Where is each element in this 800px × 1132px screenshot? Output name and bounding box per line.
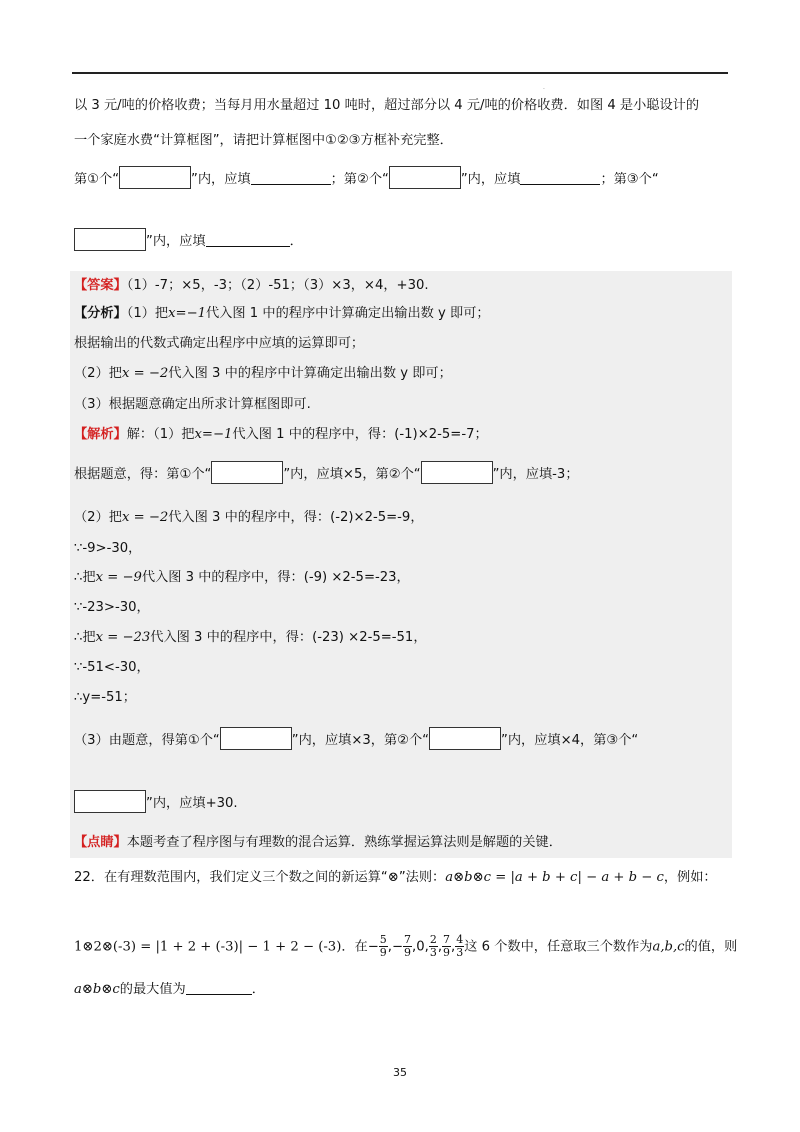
solution-line-5: ∴把x = −9代入图 3 中的程序中，得：(-9) ×2-5=-23， xyxy=(74,570,410,585)
solution-line-9: ∴y=-51； xyxy=(74,690,136,705)
comment-line: 【点睛】本题考查了程序图与有理数的混合运算．熟练掌握运算法则是解题的关键． xyxy=(74,835,562,850)
answer-box-2 xyxy=(389,166,461,189)
fill-blank-2 xyxy=(520,170,600,185)
solution-line-10: （3）由题意，得第①个“ ”内，应填×3，第②个“ ”内，应填×4，第③个“ xyxy=(74,727,638,751)
page-number: 35 xyxy=(393,1066,407,1079)
q22-line-1: 22．在有理数范围内，我们定义三个数之间的新运算“⊗”法则：a⊗b⊗c = |a + b + c| − a + b − c，例如： xyxy=(74,870,717,885)
fill-blank-3 xyxy=(206,232,290,247)
solution-line-11: ”内，应填+30. xyxy=(74,790,238,814)
q22-line-3: a⊗b⊗c的最大值为 ． xyxy=(74,982,265,997)
fraction-5: $\frac{4}{3}$ xyxy=(456,933,464,959)
header-dot: . xyxy=(543,84,545,91)
solution-box-5 xyxy=(74,790,146,813)
fraction-3: $\frac{2}{3}$ xyxy=(429,933,437,959)
analysis-line-2: 根据输出的代数式确定出程序中应填的运算即可； xyxy=(74,336,365,351)
q22-answer-blank xyxy=(186,980,252,995)
solution-panel xyxy=(70,271,732,858)
analysis-line-3: （2）把x = −2代入图 3 中的程序中计算确定出输出数 y 即可； xyxy=(74,366,452,381)
solution-line-1: 【解析】解：（1）把x=−1代入图 1 中的程序中，得：(-1)×2-5=-7； xyxy=(74,427,488,442)
intro-line-2: 一个家庭水费“计算框图”，请把计算框图中①②③方框补充完整． xyxy=(74,133,453,148)
analysis-line-1: 【分析】（1）把x=−1代入图 1 中的程序中计算确定出输出数 y 即可； xyxy=(74,306,490,321)
solution-line-7: ∴把x = −23代入图 3 中的程序中，得：(-23) ×2-5=-51， xyxy=(74,630,427,645)
fraction-4: $\frac{7}{9}$ xyxy=(443,933,451,959)
answer-line: 【答案】（1）-7；×5，-3；（2）-51；（3）×3，×4，+30. xyxy=(74,278,429,293)
solution-line-8: ∵-51<-30， xyxy=(74,660,150,675)
fill-blank-1 xyxy=(251,170,331,185)
solution-line-6: ∵-23>-30， xyxy=(74,600,150,615)
intro-line-1: 以 3 元/吨的价格收费；当每月用水量超过 10 吨时，超过部分以 4 元/吨的价格收费．如图 4 是小聪设计的 xyxy=(74,98,700,113)
fraction-2: $\frac{7}{9}$ xyxy=(404,933,412,959)
solution-box-2 xyxy=(421,461,493,484)
solution-line-4: ∵-9>-30， xyxy=(74,541,142,556)
analysis-line-4: （3）根据题意确定出所求计算框图即可. xyxy=(74,397,311,412)
answer-box-1 xyxy=(119,166,191,189)
solution-box-4 xyxy=(429,727,501,750)
header-rule xyxy=(72,72,728,74)
solution-box-1 xyxy=(211,461,283,484)
intro-line-4: ”内，应填 ． xyxy=(74,228,303,252)
solution-box-3 xyxy=(220,727,292,750)
answer-box-3 xyxy=(74,228,146,251)
fraction-1: $\frac{5}{9}$ xyxy=(379,933,387,959)
q22-line-2: 1⊗2⊗(-3) = |1 + 2 + (-3)| − 1 + 2 − (-3)．在− $\frac{5}{9}$ ,− $\frac{7}{9}$ ,0, $\frac{2}{3}$ , $\frac{7}{9}$ , $\frac{4}{3}$ 这 6 个数中，任意取三个数作为a,b,c的值，则 xyxy=(74,933,738,959)
solution-line-3: （2）把x = −2代入图 3 中的程序中，得：(-2)×2-5=-9， xyxy=(74,510,424,525)
solution-line-2: 根据题意，得：第①个“ ”内，应填×5，第②个“ ”内，应填-3； xyxy=(74,461,579,485)
intro-line-3: 第①个“ ”内，应填 ；第②个“ ”内，应填 ；第③个“ xyxy=(74,166,659,190)
